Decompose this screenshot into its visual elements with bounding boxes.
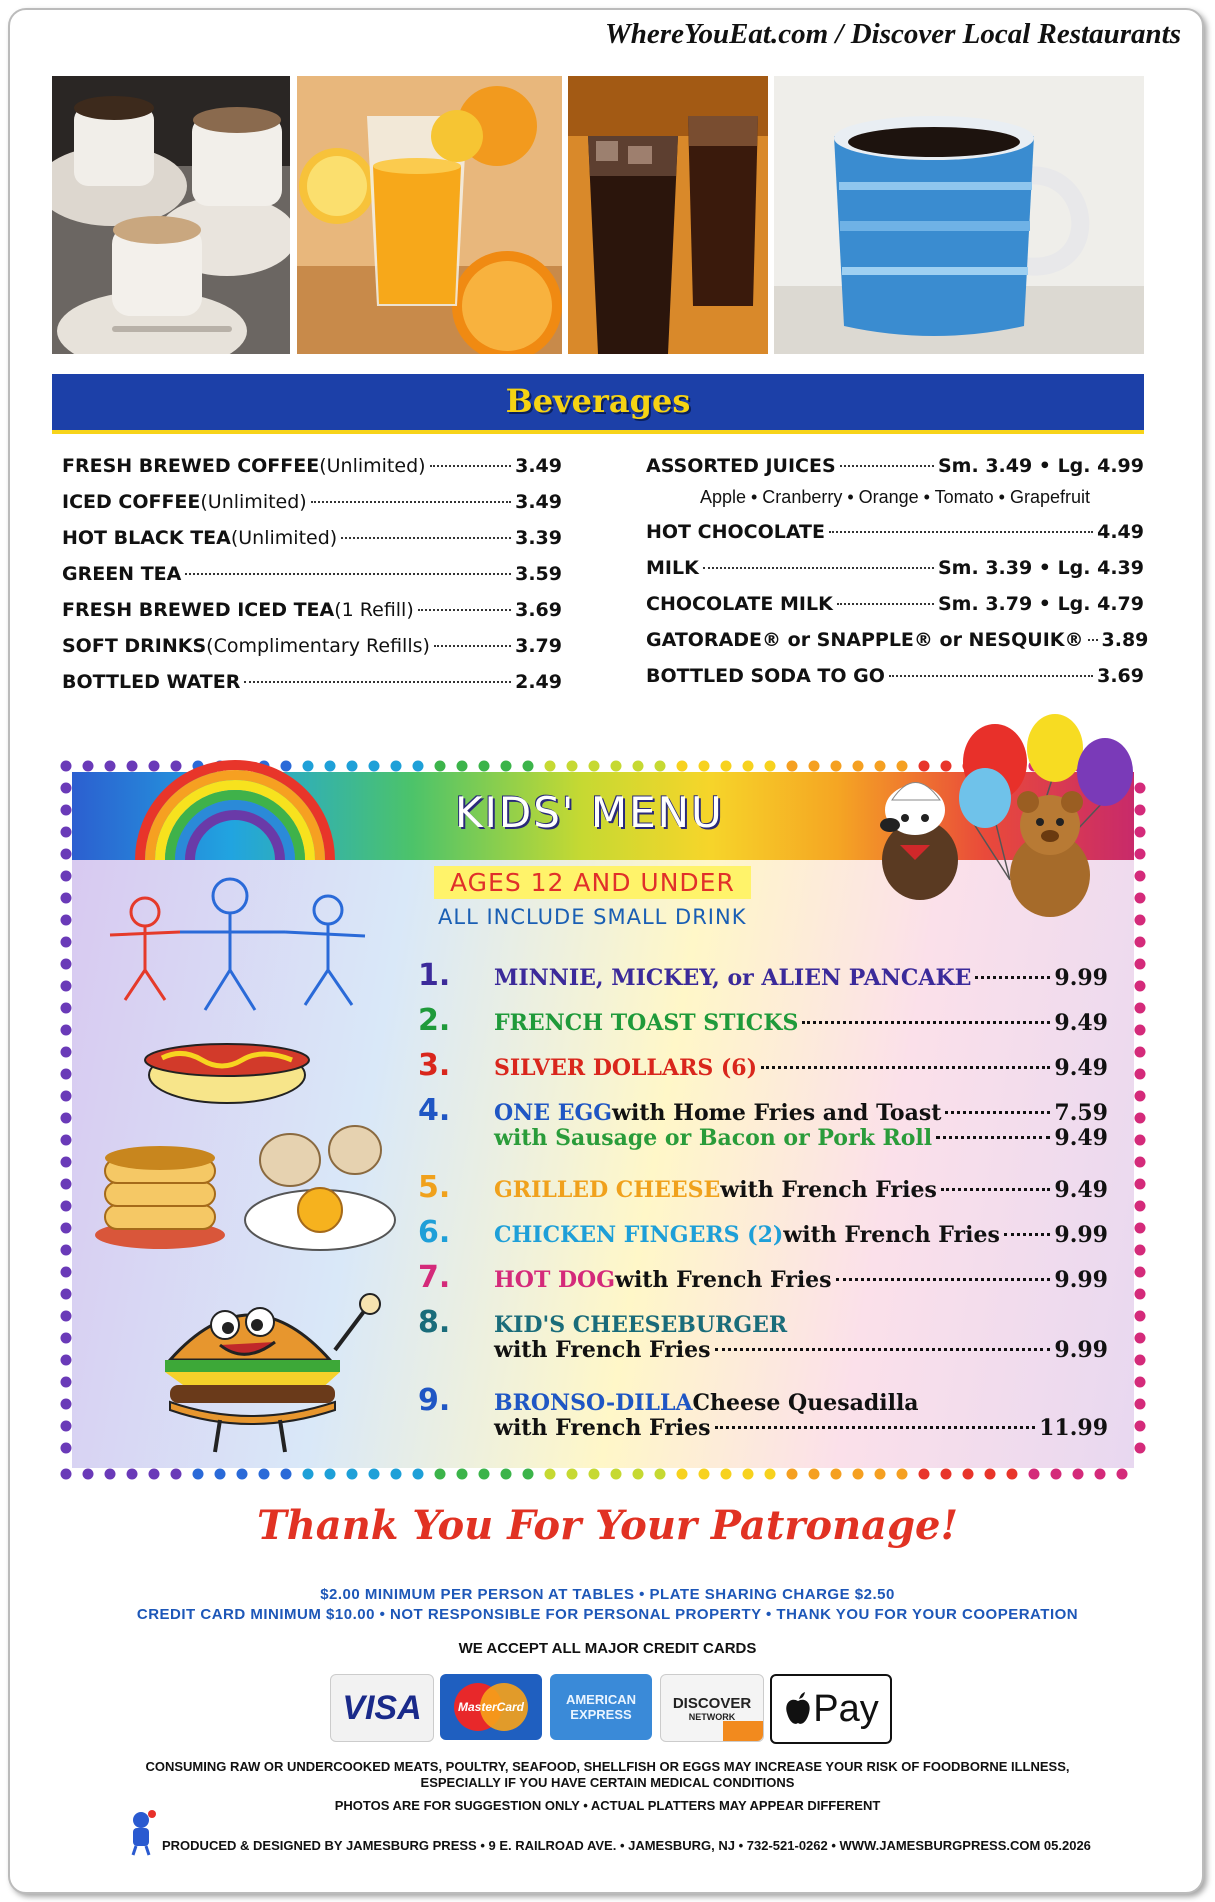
item-extra: with French Fries xyxy=(783,1222,1000,1248)
blue-mug-photo xyxy=(774,76,1144,354)
border-dot xyxy=(963,1469,974,1480)
border-dot xyxy=(281,1469,292,1480)
border-dot xyxy=(105,1469,116,1480)
border-dot xyxy=(677,1469,688,1480)
kids-item-7 xyxy=(418,1260,1108,1295)
kids-item-4 xyxy=(418,1093,1108,1157)
border-dot xyxy=(61,1113,72,1124)
visa-logo: VISA xyxy=(330,1674,434,1742)
border-dot xyxy=(61,1135,72,1146)
border-dot xyxy=(655,1469,666,1480)
border-dot xyxy=(1135,1201,1146,1212)
border-dot xyxy=(1135,1443,1146,1454)
border-dot xyxy=(435,761,446,772)
beverage-row: HOT BLACK TEA (Unlimited) 3.39 xyxy=(62,527,562,549)
policy-line-1: $2.00 MINIMUM PER PERSON AT TABLES • PLATE SHARING CHARGE $2.50 xyxy=(320,1586,895,1603)
item-second-line: with French Fries xyxy=(494,1415,711,1441)
pancakes-egg-icon xyxy=(90,1110,410,1260)
border-dot xyxy=(61,1245,72,1256)
border-dot xyxy=(237,1469,248,1480)
border-dot xyxy=(523,1469,534,1480)
border-dot xyxy=(347,1469,358,1480)
border-dot xyxy=(61,1377,72,1388)
border-dot xyxy=(633,761,644,772)
beverage-row: BOTTLED WATER 2.49 xyxy=(62,671,562,693)
discover-logo: DISCOVER NETWORK xyxy=(660,1674,764,1742)
border-dot xyxy=(105,761,116,772)
beverages-right-column xyxy=(646,455,1149,701)
border-dot xyxy=(1135,1113,1146,1124)
border-dot xyxy=(677,761,688,772)
item-second-line: with French Fries xyxy=(494,1337,711,1363)
item-number: 3. xyxy=(418,1048,451,1083)
stick-figures-icon xyxy=(100,870,380,1020)
border-dot xyxy=(61,1003,72,1014)
border-dot xyxy=(567,761,578,772)
border-dot xyxy=(1007,1469,1018,1480)
item-extra: with Home Fries and Toast xyxy=(612,1100,942,1126)
border-dot xyxy=(523,761,534,772)
jamesburg-press-mascot-icon xyxy=(124,1808,158,1856)
border-dot xyxy=(391,761,402,772)
item-price: 9.49 xyxy=(1054,1010,1108,1036)
mastercard-logo xyxy=(440,1674,542,1740)
border-dot xyxy=(1051,1469,1062,1480)
border-dot xyxy=(1135,1333,1146,1344)
beverage-row: FRESH BREWED COFFEE (Unlimited) 3.49 xyxy=(62,455,562,477)
border-dot xyxy=(985,1469,996,1480)
border-dot xyxy=(61,1355,72,1366)
border-dot xyxy=(215,1469,226,1480)
border-dot xyxy=(1135,1267,1146,1278)
border-dot xyxy=(1135,959,1146,970)
border-dot xyxy=(391,1469,402,1480)
border-dot xyxy=(765,761,776,772)
border-dot xyxy=(61,1267,72,1278)
beverage-row: FRESH BREWED ICED TEA (1 Refill) 3.69 xyxy=(62,599,562,621)
border-dot xyxy=(325,1469,336,1480)
border-dot xyxy=(61,1179,72,1190)
border-dot xyxy=(61,959,72,970)
border-dot xyxy=(897,1469,908,1480)
beverage-row: GREEN TEA 3.59 xyxy=(62,563,562,585)
border-dot xyxy=(809,1469,820,1480)
border-dot xyxy=(699,761,710,772)
border-dot xyxy=(611,761,622,772)
food-warning-line-2: ESPECIALLY IF YOU HAVE CERTAIN MEDICAL CONDITIONS xyxy=(420,1775,795,1790)
mastercard-label: MasterCard xyxy=(457,1700,525,1714)
beverage-row: MILK Sm. 3.39 • Lg. 4.39 xyxy=(646,557,1144,579)
border-dot xyxy=(61,783,72,794)
beverage-row: ASSORTED JUICES Sm. 3.49 • Lg. 4.99 xyxy=(646,455,1144,477)
item-price: 9.99 xyxy=(1054,1337,1108,1363)
beverage-price: 3.59 xyxy=(515,563,562,585)
border-dot xyxy=(61,1201,72,1212)
item-name: FRENCH TOAST STICKS xyxy=(494,1010,799,1036)
item-number: 4. xyxy=(418,1093,451,1128)
border-dot xyxy=(61,1399,72,1410)
border-dot xyxy=(149,1469,160,1480)
amex-logo: AMERICAN EXPRESS xyxy=(550,1674,652,1740)
border-dot xyxy=(1135,1377,1146,1388)
item-extra: Cheese Quesadilla xyxy=(692,1390,919,1416)
item-extra: with French Fries xyxy=(720,1177,937,1203)
border-dot xyxy=(1135,1025,1146,1036)
kids-item-9 xyxy=(418,1383,1108,1447)
beverage-row: SOFT DRINKS (Complimentary Refills) 3.79 xyxy=(62,635,562,657)
border-dot xyxy=(721,1469,732,1480)
border-dot xyxy=(171,1469,182,1480)
border-dot xyxy=(83,1469,94,1480)
border-dot xyxy=(61,1025,72,1036)
border-dot xyxy=(61,849,72,860)
beverage-price: 3.69 xyxy=(515,599,562,621)
border-dot xyxy=(193,1469,204,1480)
border-dot xyxy=(1135,1311,1146,1322)
border-dot xyxy=(1135,1179,1146,1190)
beverage-price: Sm. 3.79 • Lg. 4.79 xyxy=(938,593,1144,615)
border-dot xyxy=(589,761,600,772)
border-dot xyxy=(1135,1399,1146,1410)
item-name: KID'S CHEESEBURGER xyxy=(494,1312,788,1338)
border-dot xyxy=(1135,1091,1146,1102)
item-price: 9.99 xyxy=(1054,965,1108,991)
beverage-price: 3.39 xyxy=(515,527,562,549)
item-name: SILVER DOLLARS (6) xyxy=(494,1055,758,1081)
border-dot xyxy=(633,1469,644,1480)
produced-by-credit: PRODUCED & DESIGNED BY JAMESBURG PRESS • 9 E. RAILROAD AVE. • JAMESBURG, NJ • 732-521-0262 • WWW.JAMESBURGPRESS.COM 05.2026 xyxy=(162,1838,1091,1853)
beverages-title: Beverages xyxy=(505,382,691,420)
border-dot xyxy=(743,1469,754,1480)
beverage-price: 3.89 xyxy=(1101,629,1149,651)
border-dot xyxy=(1135,1245,1146,1256)
border-dot xyxy=(853,1469,864,1480)
border-dot xyxy=(435,1469,446,1480)
ages-label: AGES 12 AND UNDER xyxy=(434,866,751,899)
kids-item-5 xyxy=(418,1170,1108,1205)
photo-note: PHOTOS ARE FOR SUGGESTION ONLY • ACTUAL PLATTERS MAY APPEAR DIFFERENT xyxy=(334,1798,881,1813)
item-extra: with French Fries xyxy=(615,1267,832,1293)
border-dot xyxy=(413,761,424,772)
border-dot xyxy=(61,1047,72,1058)
border-dot xyxy=(479,761,490,772)
border-dot xyxy=(941,1469,952,1480)
item-name: CHICKEN FINGERS (2) xyxy=(494,1222,784,1248)
item-name: GRILLED CHEESE xyxy=(494,1177,721,1203)
border-dot xyxy=(479,1469,490,1480)
border-dot xyxy=(457,761,468,772)
border-dot xyxy=(501,761,512,772)
border-dot xyxy=(567,1469,578,1480)
credit-card-logos xyxy=(330,1674,890,1742)
hot-dog-icon xyxy=(142,1020,312,1110)
apple-pay-logo: Pay xyxy=(770,1674,892,1744)
border-dot xyxy=(61,1421,72,1432)
border-dot xyxy=(1135,1223,1146,1234)
border-dot xyxy=(1135,1355,1146,1366)
orange-juice-photo xyxy=(297,76,562,354)
border-dot xyxy=(61,805,72,816)
border-dot xyxy=(259,1469,270,1480)
beverage-price: 3.49 xyxy=(515,455,562,477)
border-dot xyxy=(369,1469,380,1480)
border-dot xyxy=(831,1469,842,1480)
border-dot xyxy=(61,1069,72,1080)
border-dot xyxy=(83,761,94,772)
border-dot xyxy=(743,761,754,772)
thank-you-message: Thank You For Your Patronage! xyxy=(256,1502,959,1549)
item-number: 7. xyxy=(418,1260,451,1295)
border-dot xyxy=(61,893,72,904)
border-dot xyxy=(1073,1469,1084,1480)
coffee-cups-photo xyxy=(52,76,290,354)
border-dot xyxy=(875,1469,886,1480)
border-dot xyxy=(1135,1157,1146,1168)
border-dot xyxy=(61,1311,72,1322)
border-dot xyxy=(1135,1047,1146,1058)
rainbow-icon xyxy=(130,752,340,860)
border-dot xyxy=(831,761,842,772)
border-dot xyxy=(787,1469,798,1480)
item-number: 1. xyxy=(418,958,451,993)
border-dot xyxy=(809,761,820,772)
item-price: 9.99 xyxy=(1054,1267,1108,1293)
beverage-price: 2.49 xyxy=(515,671,562,693)
beverage-row: ICED COFFEE (Unlimited) 3.49 xyxy=(62,491,562,513)
border-dot xyxy=(61,1333,72,1344)
beverage-price: Sm. 3.39 • Lg. 4.39 xyxy=(938,557,1144,579)
kids-item-3 xyxy=(418,1048,1108,1083)
beverage-row: GATORADE® or SNAPPLE® or NESQUIK® 3.89 xyxy=(646,629,1149,651)
border-dot xyxy=(589,1469,600,1480)
border-dot xyxy=(457,1469,468,1480)
border-dot xyxy=(919,1469,930,1480)
item-price: 11.99 xyxy=(1039,1415,1108,1441)
food-warning-line-1: CONSUMING RAW OR UNDERCOOKED MEATS, POULTRY, SEAFOOD, SHELLFISH OR EGGS MAY INCREASE YOUR RISK OF FOODBORNE ILLNESS, xyxy=(145,1759,1070,1774)
beverage-price: 4.49 xyxy=(1097,521,1144,543)
item-price: 9.49 xyxy=(1054,1055,1108,1081)
kids-item-8 xyxy=(418,1305,1108,1369)
border-dot xyxy=(61,827,72,838)
policy-line-2: CREDIT CARD MINIMUM $10.00 • NOT RESPONSIBLE FOR PERSONAL PROPERTY • THANK YOU FOR YOUR COOPERATION xyxy=(136,1606,1079,1623)
item-name: ONE EGG xyxy=(494,1100,613,1126)
border-dot xyxy=(699,1469,710,1480)
border-dot xyxy=(611,1469,622,1480)
border-dot xyxy=(61,761,72,772)
border-dot xyxy=(545,1469,556,1480)
border-dot xyxy=(655,761,666,772)
border-dot xyxy=(1135,1421,1146,1432)
drink-note: ALL INCLUDE SMALL DRINK xyxy=(438,905,747,929)
border-dot xyxy=(1135,981,1146,992)
border-dot xyxy=(1135,1289,1146,1300)
item-sub-option: with Sausage or Bacon or Pork Roll xyxy=(494,1125,933,1151)
kids-item-2 xyxy=(418,1003,1108,1038)
item-number: 8. xyxy=(418,1305,451,1340)
beverage-row: HOT CHOCOLATE 4.49 xyxy=(646,521,1144,543)
item-name: MINNIE, MICKEY, or ALIEN PANCAKE xyxy=(494,965,972,991)
juice-flavors: Apple • Cranberry • Orange • Tomato • Grapefruit xyxy=(699,487,1091,507)
border-dot xyxy=(61,1223,72,1234)
border-dot xyxy=(721,761,732,772)
border-dot xyxy=(765,1469,776,1480)
balloons-dog-bear-icon xyxy=(860,710,1140,940)
border-dot xyxy=(1135,1003,1146,1014)
border-dot xyxy=(127,1469,138,1480)
beverage-row: BOTTLED SODA TO GO 3.69 xyxy=(646,665,1144,687)
border-dot xyxy=(1117,1469,1128,1480)
site-header: WhereYouEat.com / Discover Local Restaurants xyxy=(605,18,1181,50)
border-dot xyxy=(61,871,72,882)
item-sub-price: 9.49 xyxy=(1054,1125,1108,1151)
item-name: HOT DOG xyxy=(494,1267,616,1293)
beverage-price: 3.69 xyxy=(1097,665,1144,687)
beverage-photos xyxy=(52,76,1144,354)
border-dot xyxy=(61,1443,72,1454)
border-dot xyxy=(61,937,72,948)
soda-glasses-photo xyxy=(568,76,768,354)
border-dot xyxy=(347,761,358,772)
item-price: 9.49 xyxy=(1054,1177,1108,1203)
border-dot xyxy=(303,1469,314,1480)
border-dot xyxy=(61,1469,72,1480)
border-dot xyxy=(1135,1135,1146,1146)
item-number: 5. xyxy=(418,1170,451,1205)
border-dot xyxy=(787,761,798,772)
item-name: BRONSO-DILLA xyxy=(494,1390,693,1416)
border-dot xyxy=(61,1091,72,1102)
item-number: 2. xyxy=(418,1003,451,1038)
apple-icon xyxy=(783,1691,813,1727)
burger-character-icon xyxy=(150,1280,390,1460)
border-dot xyxy=(61,981,72,992)
border-dot xyxy=(1095,1469,1106,1480)
item-price: 9.99 xyxy=(1054,1222,1108,1248)
kids-menu-title: KIDS' MENU xyxy=(455,788,724,837)
border-dot xyxy=(545,761,556,772)
border-dot xyxy=(1029,1469,1040,1480)
beverages-left-column xyxy=(62,455,562,707)
border-dot xyxy=(61,1289,72,1300)
beverage-price: Sm. 3.49 • Lg. 4.99 xyxy=(938,455,1144,477)
border-dot xyxy=(413,1469,424,1480)
border-dot xyxy=(61,1157,72,1168)
kids-item-1 xyxy=(418,958,1108,993)
item-number: 9. xyxy=(418,1383,451,1418)
kids-item-6 xyxy=(418,1215,1108,1250)
beverages-banner xyxy=(52,374,1144,434)
beverage-price: 3.79 xyxy=(515,635,562,657)
border-dot xyxy=(501,1469,512,1480)
border-dot xyxy=(61,915,72,926)
beverage-price: 3.49 xyxy=(515,491,562,513)
border-dot xyxy=(369,761,380,772)
item-price: 7.59 xyxy=(1054,1100,1108,1126)
item-number: 6. xyxy=(418,1215,451,1250)
border-dot xyxy=(1135,1069,1146,1080)
credit-cards-note: WE ACCEPT ALL MAJOR CREDIT CARDS xyxy=(458,1640,757,1657)
beverage-row: CHOCOLATE MILK Sm. 3.79 • Lg. 4.79 xyxy=(646,593,1144,615)
